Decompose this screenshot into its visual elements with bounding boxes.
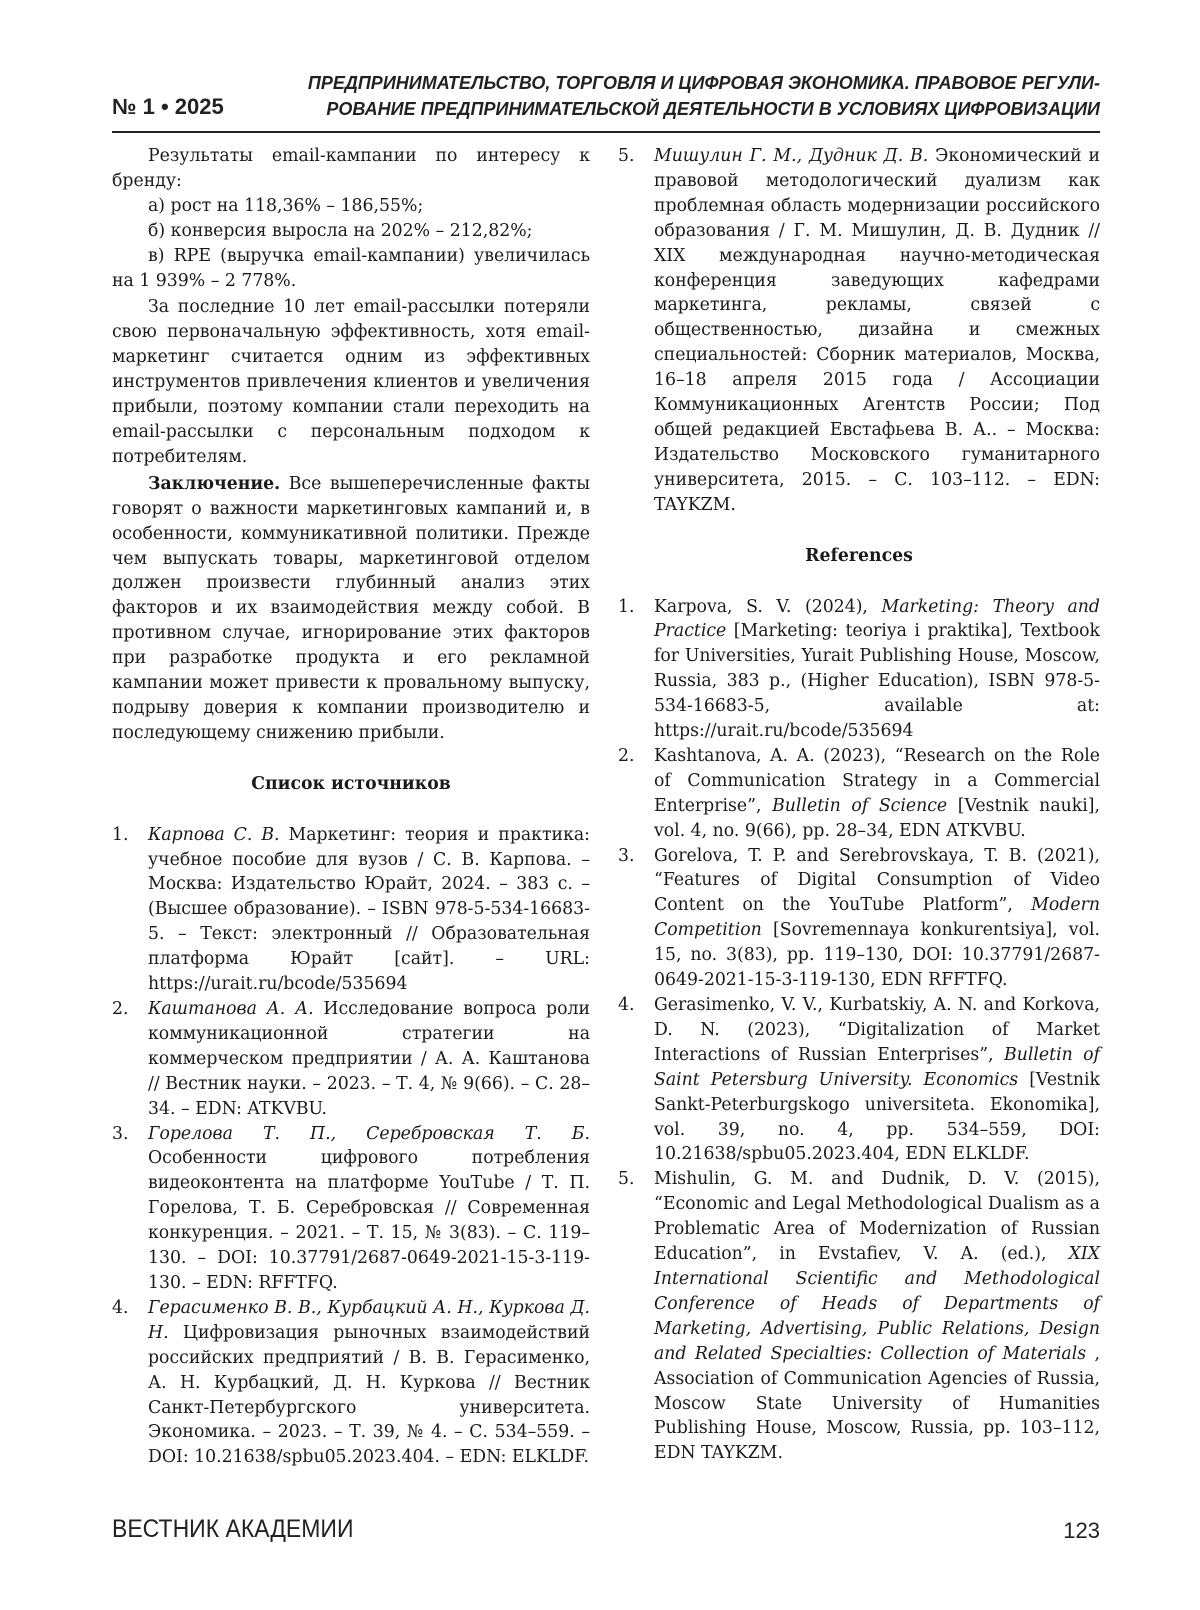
page-header xyxy=(112,70,1100,132)
reference-text: Gerasimenko, V. V., Kurbatskiy, A. N. and Korkova, D. N. (2023), “Digitalization of Market Interactions of Russian Enterprises”, xyxy=(654,995,1100,1065)
reference-item xyxy=(618,744,1100,844)
conclusion-text: Все вышеперечисленные факты говорят о важности маркетинговых кампаний и, в особенности, коммуникативной политики. Прежде чем выпускать товары, маркетинговой отделом должен произвести глубинный анализ этих факторов и их взаимодействия между собой. В противном случае, игнорирование этих факторов при разработке продукта и его рекламной кампании может привести к провальному выпуску, подрыву доверия к компании производителю и последующему снижению прибыли. xyxy=(112,473,590,743)
right-column xyxy=(618,144,1100,1466)
issue-number: № 1 • 2025 xyxy=(112,94,224,119)
source-number: 2. xyxy=(112,999,129,1019)
source-text: Цифровизация рыночных взаимодействий российских предприятий / В. В. Герасименко, А. Н. Курбацкий, Д. Н. Куркова // Вестник Санкт-Петербургского университета. Экономика. – 2023. – Т. 39, № 4. – С. 534–559. – DOI: 10.21638/spbu05.2023.404. – EDN: ELKLDF. xyxy=(148,1322,590,1468)
result-b: б) конверсия выросла на 202% – 212,82%; xyxy=(148,220,533,241)
result-a: а) рост на 118,36% – 186,55%; xyxy=(148,195,424,216)
running-title-line-1: ПРЕДПРИНИМАТЕЛЬСТВО, ТОРГОВЛЯ И ЦИФРОВАЯ ЭКОНОМИКА. ПРАВОВОЕ РЕГУЛИ- xyxy=(307,73,1100,93)
references-list xyxy=(618,595,1100,1467)
source-authors: Каштанова А. А. xyxy=(148,999,314,1019)
reference-text: Kashtanova, A. A. (2023), “Research on the Role of Communication Strategy in a Commercial Enterprise”, xyxy=(654,745,1100,816)
left-column xyxy=(112,144,590,1470)
reference-item xyxy=(618,844,1100,993)
reference-source-title: Bulletin of Saint Petersburg University. Economics xyxy=(654,1044,1100,1090)
source-text: Особенности цифрового потребления видеоконтента на платформе YouTube / Т. П. Горелова, Т. Б. Серебровская // Современная конкуренция. – 2021. – Т. 15, № 3(83). – С. 119–130. – DOI: 10.37791/2687-0649-2021-15-3-119-130. – EDN: RFFTFQ. xyxy=(148,1148,590,1293)
reference-source-title: Bulletin of Science xyxy=(772,795,948,816)
reference-details: [Vestnik Sankt-Peterburgskogo universiteta. Ekonomika], vol. 39, no. 4, pp. 534–559, DOI: 10.21638/spbu05.2023.404, EDN ELKLDF. xyxy=(654,1069,1100,1165)
running-title xyxy=(300,70,1100,122)
running-title-line-2: РОВАНИЕ ПРЕДПРИНИМАТЕЛЬСКОЙ ДЕЯТЕЛЬНОСТИ В УСЛОВИЯХ ЦИФРОВИЗАЦИИ xyxy=(326,99,1100,119)
source-text: Исследование вопроса роли коммуникационной стратегии на коммерческом предприятии / А. А. Каштанова // Вестник науки. – 2023. – Т. 4, № 9(66). – С. 28–34. – EDN: ATKVBU. xyxy=(148,999,590,1119)
header-rule xyxy=(112,131,1100,133)
reference-number: 5. xyxy=(618,1169,635,1190)
results-intro: Результаты email-кампании по интересу к бренду: xyxy=(112,146,590,191)
source-number: 5. xyxy=(618,146,635,166)
source-number: 3. xyxy=(112,1123,129,1144)
reference-source-title: Marketing: Theory and Practice xyxy=(654,596,1100,642)
source-item xyxy=(112,997,590,1122)
reference-number: 2. xyxy=(618,745,635,766)
source-text: Маркетинг: теория и практика: учебное пособие для вузов / С. В. Карпова. – Москва: Издательство Юрайт, 2024. – 383 с. – (Высшее образование). – ISBN 978-5-534-16683-5. – Текст: электронный // Образовательная платформа Юрайт [сайт]. – URL: https://urait.ru/bcode/535694 xyxy=(148,824,590,995)
reference-number: 3. xyxy=(618,845,635,866)
source-number: 1. xyxy=(112,824,129,845)
page-number: 123 xyxy=(1063,1518,1100,1543)
reference-text: Gorelova, T. P. and Serebrovskaya, T. B. (2021), “Features of Digital Consumption of Video Content on the YouTube Platform”, xyxy=(654,845,1100,916)
paragraph-email-marketing: За последние 10 лет email-рассылки потеряли свою первоначальную эффективность, хотя email-маркетинг считается одним из эффективных инструментов привлечения клиентов и увеличения прибыли, поэтому компании стали переходить на email-рассылки с персональным подходом к потребителям. xyxy=(112,297,590,467)
reference-text: Karpova, S. V. (2024), xyxy=(654,596,882,617)
source-item xyxy=(112,1296,590,1470)
source-authors: Карпова С. В. xyxy=(148,824,280,845)
reference-item xyxy=(618,993,1100,1167)
journal-name: ВЕСТНИК АКАДЕМИИ xyxy=(112,1515,354,1543)
source-item xyxy=(112,1122,590,1296)
reference-details: [Vestnik nauki], vol. 4, no. 9(66), pp. 28–34, EDN ATKVBU. xyxy=(654,795,1100,841)
reference-details: [Sovremennaya konkurentsiya], vol. 15, no. 3(83), pp. 119–130, DOI: 10.37791/2687-0649-2021-15-3-119-130, EDN RFFTFQ. xyxy=(654,920,1100,991)
source-item xyxy=(618,144,1100,518)
reference-number: 1. xyxy=(618,596,635,617)
reference-number: 4. xyxy=(618,995,635,1015)
references-heading: References xyxy=(805,545,913,566)
sources-list xyxy=(112,823,590,1471)
conclusion-paragraph xyxy=(112,472,590,746)
reference-item xyxy=(618,1167,1100,1466)
sources-heading: Список источников xyxy=(251,773,451,794)
source-number: 4. xyxy=(112,1297,129,1318)
reference-item xyxy=(618,595,1100,744)
source-item xyxy=(112,823,590,997)
reference-details: [Marketing: teoriya i praktika], Textbook for Universities, Yurait Publishing House, Moscow, Russia, 383 p., (Higher Education), ISBN 978-5-534-16683-5, available at: https://urait.ru/bcode/535694 xyxy=(654,621,1100,742)
conclusion-label: Заключение. xyxy=(148,473,281,494)
source-authors: Горелова Т. П., Серебровская Т. Б. xyxy=(148,1123,590,1144)
reference-details: , Association of Communication Agencies of Russia, Moscow State University of Humanities Publishing House, Moscow, Russia, pp. 103–112, EDN TAYKZM. xyxy=(654,1343,1100,1464)
reference-source-title: Modern Competition xyxy=(654,895,1100,941)
reference-text: Mishulin, G. M. and Dudnik, D. V. (2015), “Economic and Legal Methodological Dualism as a Problematic Area of Modernization of Russian Education”, in Evstafiev, V. A. (ed.), xyxy=(654,1169,1100,1265)
reference-source-title: XIX International Scientific and Methodological Conference of Heads of Departments of Marketing, Advertising, Public Relations, Design and Related Specialties: Collection of Materials xyxy=(654,1244,1100,1364)
source-text: Экономический и правовой методологический дуализм как проблемная область модернизации российского образования / Г. М. Мишулин, Д. В. Дудник // XIX международная научно-методическая конференция заведующих кафедрами маркетинга, рекламы, связей с общественностью, дизайна и смежных специальностей: Сборник материалов, Москва, 16–18 апреля 2015 года / Ассоциации Коммуникационных Агентств России; Под общей редакцией Евстафьева В. А.. – Москва: Издательство Московского гуманитарного университета, 2015. – С. 103–112. – EDN: TAYKZM. xyxy=(654,146,1100,515)
source-authors: Герасименко В. В., Курбацкий А. Н., Куркова Д. Н. xyxy=(148,1297,590,1343)
sources-list-continued xyxy=(618,144,1100,518)
result-c: в) RPE (выручка email-кампании) увеличилась на 1 939% – 2 778%. xyxy=(112,245,590,291)
source-authors: Мишулин Г. М., Дудник Д. В. xyxy=(654,146,929,166)
